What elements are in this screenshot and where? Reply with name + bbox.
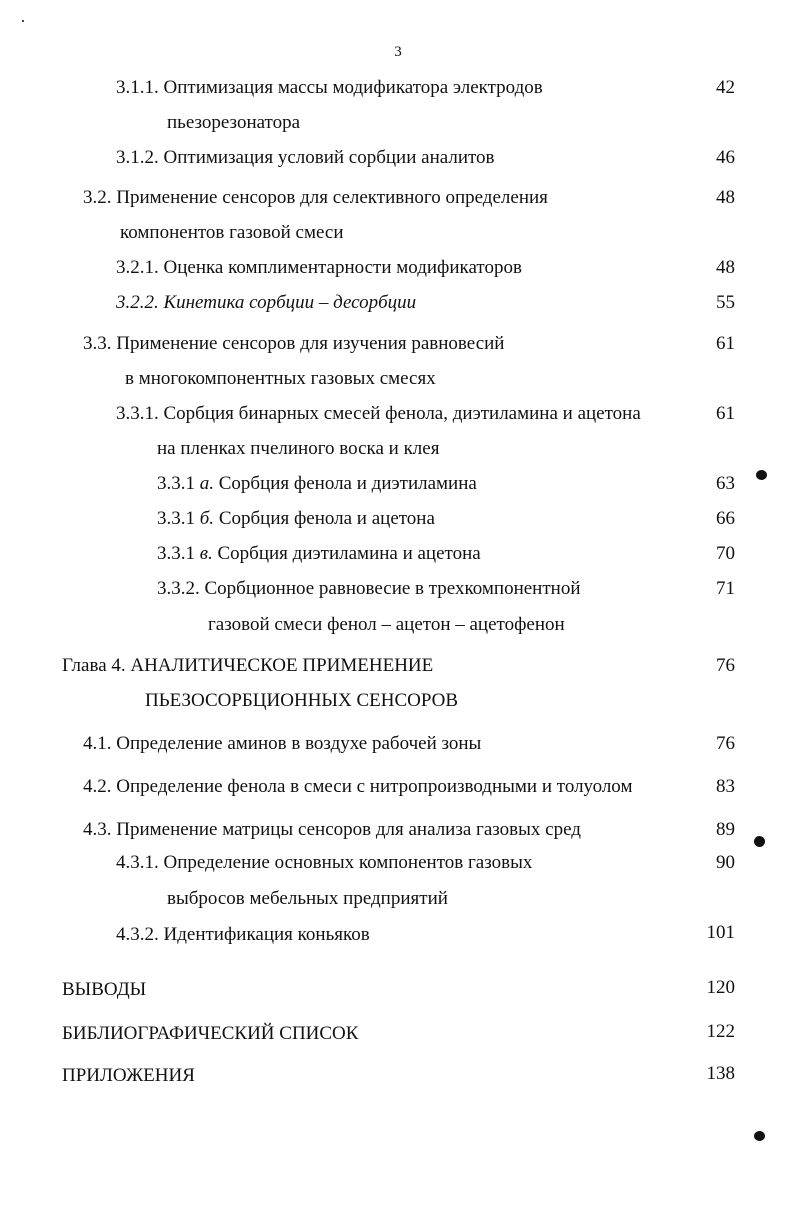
toc-entry-chapter-4-cont: ПЬЕЗОСОРБЦИОННЫХ СЕНСОРОВ xyxy=(145,690,459,711)
toc-page-appendices: 138 xyxy=(706,1063,735,1084)
toc-entry-3-3-1a-prefix: 3.3.1 xyxy=(157,473,200,494)
toc-page-3-2-2: 55 xyxy=(716,292,735,313)
toc-entry-4-3-1-cont: выбросов мебельных предприятий xyxy=(167,888,448,909)
toc-entry-3-3-2: 3.3.2. Сорбционное равновесие в трехкомпонентной xyxy=(157,578,581,599)
toc-page-3-3: 61 xyxy=(716,333,735,354)
toc-entry-3-3-1v-title: Сорбция диэтиламина и ацетона xyxy=(212,543,481,564)
toc-entry-3-3-1v-letter: в. xyxy=(199,543,213,564)
toc-page-4-3-2: 101 xyxy=(706,922,735,943)
scan-speck xyxy=(756,470,767,480)
toc-entry-3-2-1: 3.2.1. Оценка комплиментарности модификаторов xyxy=(116,257,522,278)
toc-page-3-3-1v: 70 xyxy=(716,543,735,564)
toc-entry-3-2-cont: компонентов газовой смеси xyxy=(120,222,344,243)
toc-entry-4-3: 4.3. Применение матрицы сенсоров для анализа газовых сред xyxy=(83,819,581,840)
toc-entry-3-1-1: 3.1.1. Оптимизация массы модификатора электродов xyxy=(116,77,543,98)
scan-speck xyxy=(754,836,765,847)
toc-entry-3-3-cont: в многокомпонентных газовых смесях xyxy=(125,368,436,389)
toc-entry-chapter-4: Глава 4. АНАЛИТИЧЕСКОЕ ПРИМЕНЕНИЕ xyxy=(62,655,434,676)
toc-page-3-3-2: 71 xyxy=(716,578,735,599)
toc-page-3-3-1b: 66 xyxy=(716,508,735,529)
toc-page-4-2: 83 xyxy=(716,776,735,797)
toc-entry-4-1: 4.1. Определение аминов в воздухе рабочей зоны xyxy=(83,733,482,754)
toc-entry-3-2-2: 3.2.2. Кинетика сорбции – десорбции xyxy=(116,292,417,313)
toc-entry-4-2: 4.2. Определение фенола в смеси с нитропроизводными и толуолом xyxy=(83,776,633,797)
toc-entry-4-3-2: 4.3.2. Идентификация коньяков xyxy=(116,924,370,945)
toc-page-3-2-1: 48 xyxy=(716,257,735,278)
toc-entry-conclusions: ВЫВОДЫ xyxy=(62,979,147,1000)
toc-entry-appendices: ПРИЛОЖЕНИЯ xyxy=(62,1065,195,1086)
toc-entry-3-3-1b-letter: б. xyxy=(199,508,215,529)
toc-entry-3-3-1-cont: на пленках пчелиного воска и клея xyxy=(157,438,440,459)
scan-speck xyxy=(754,1131,765,1141)
toc-page-3-3-1a: 63 xyxy=(716,473,735,494)
toc-entry-3-2: 3.2. Применение сенсоров для селективного определения xyxy=(83,187,548,208)
toc-entry-3-3-1a-title: Сорбция фенола и диэтиламина xyxy=(214,473,477,494)
toc-page-chapter-4: 76 xyxy=(716,655,735,676)
toc-page-4-3-1: 90 xyxy=(716,852,735,873)
toc-entry-3-3-1v-prefix: 3.3.1 xyxy=(157,543,200,564)
toc-entry-3-1-2: 3.1.2. Оптимизация условий сорбции аналитов xyxy=(116,147,495,168)
toc-page-3-1-1: 42 xyxy=(716,77,735,98)
toc-entry-3-3-2-cont: газовой смеси фенол – ацетон – ацетофенон xyxy=(208,614,565,635)
toc-entry-3-1-1-cont: пьезорезонатора xyxy=(167,112,301,133)
toc-entry-bibliography: БИБЛИОГРАФИЧЕСКИЙ СПИСОК xyxy=(62,1023,359,1044)
toc-entry-3-3-1b xyxy=(157,508,435,530)
toc-entry-3-3: 3.3. Применение сенсоров для изучения равновесий xyxy=(83,333,505,354)
toc-page-3-3-1: 61 xyxy=(716,403,735,424)
toc-entry-3-3-1a xyxy=(157,473,477,495)
toc-entry-3-3-1a-letter: а. xyxy=(199,473,214,494)
scan-speck xyxy=(22,20,24,22)
toc-entry-4-3-1: 4.3.1. Определение основных компонентов газовых xyxy=(116,852,533,873)
toc-entry-3-3-1: 3.3.1. Сорбция бинарных смесей фенола, диэтиламина и ацетона xyxy=(116,403,641,424)
toc-entry-3-3-1b-prefix: 3.3.1 xyxy=(157,508,200,529)
toc-entry-3-3-1b-title: Сорбция фенола и ацетона xyxy=(214,508,435,529)
toc-page-conclusions: 120 xyxy=(706,977,735,998)
toc-page-3-1-2: 46 xyxy=(716,147,735,168)
toc-page-3-2: 48 xyxy=(716,187,735,208)
page-number: 3 xyxy=(394,44,402,60)
toc-entry-3-3-1v xyxy=(157,543,481,565)
toc-page-4-1: 76 xyxy=(716,733,735,754)
toc-page-4-3: 89 xyxy=(716,819,735,840)
toc-page-bibliography: 122 xyxy=(706,1021,735,1042)
